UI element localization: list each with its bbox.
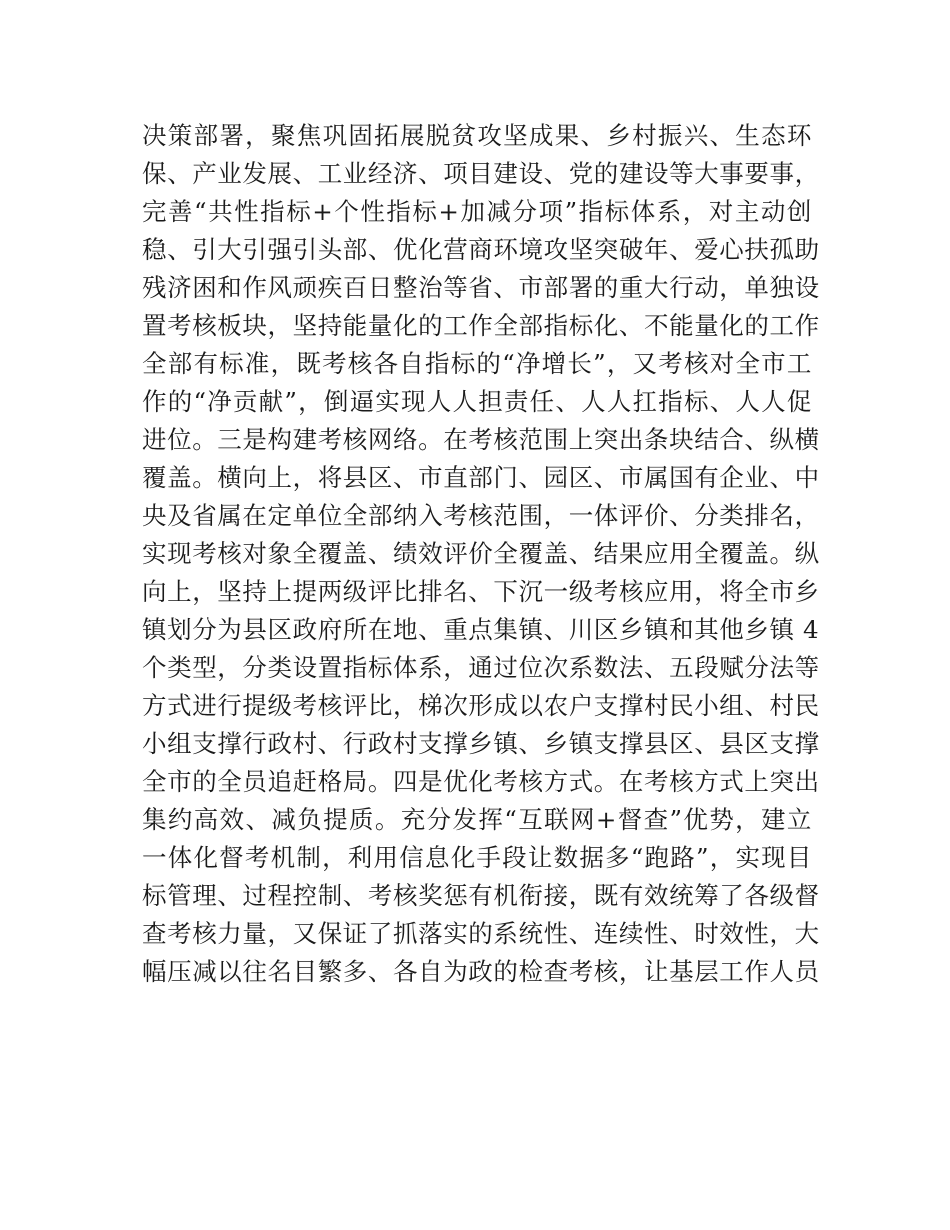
text-line: 全部有标准，既考核各自指标的“净增长”，又考核对全市工 [142,349,812,378]
text-line: 决策部署，聚焦巩固拓展脱贫攻坚成果、乡村振兴、生态环 [142,121,812,150]
text-line: 作的“净贡献”，倒逼实现人人担责任、人人扛指标、人人促 [142,387,812,416]
text-line: 标管理、过程控制、考核奖惩有机衔接，既有效统筹了各级督 [142,881,820,910]
text-line: 镇划分为县区政府所在地、重点集镇、川区乡镇和其他乡镇 4 [142,615,820,644]
text-line: 置考核板块，坚持能量化的工作全部指标化、不能量化的工作 [142,311,820,340]
text-line: 进位。三是构建考核网络。在考核范围上突出条块结合、纵横 [142,425,820,454]
text-line: 覆盖。横向上，将县区、市直部门、园区、市属国有企业、中 [142,463,820,492]
text-line: 全市的全员追赶格局。四是优化考核方式。在考核方式上突出 [142,767,820,796]
text-line: 方式进行提级考核评比，梯次形成以农户支撑村民小组、村民 [142,691,820,720]
text-line: 向上，坚持上提两级评比排名、下沉一级考核应用，将全市乡 [142,577,820,606]
text-line: 残济困和作风顽疾百日整治等省、市部署的重大行动，单独设 [142,273,820,302]
text-line: 查考核力量，又保证了抓落实的系统性、连续性、时效性，大 [142,919,820,948]
text-line: 实现考核对象全覆盖、绩效评价全覆盖、结果应用全覆盖。纵 [142,539,820,568]
text-line: 一体化督考机制，利用信息化手段让数据多“跑路”，实现目 [142,843,812,872]
text-line: 稳、引大引强引头部、优化营商环境攻坚突破年、爱心扶孤助 [142,235,820,264]
text-line: 集约高效、减负提质。充分发挥“互联网+督查”优势，建立 [142,805,812,834]
text-line: 小组支撑行政村、行政村支撑乡镇、乡镇支撑县区、县区支撑 [142,729,820,758]
body-paragraph [142,117,820,991]
text-line: 央及省属在定单位全部纳入考核范围，一体评价、分类排名， [142,501,820,530]
text-line: 个类型，分类设置指标体系，通过位次系数法、五段赋分法等 [142,653,820,682]
text-line: 幅压减以往名目繁多、各自为政的检查考核，让基层工作人员 [142,957,820,986]
text-line: 保、产业发展、工业经济、项目建设、党的建设等大事要事， [142,159,820,188]
text-line: 完善“共性指标+个性指标+加减分项”指标体系，对主动创 [142,197,812,226]
